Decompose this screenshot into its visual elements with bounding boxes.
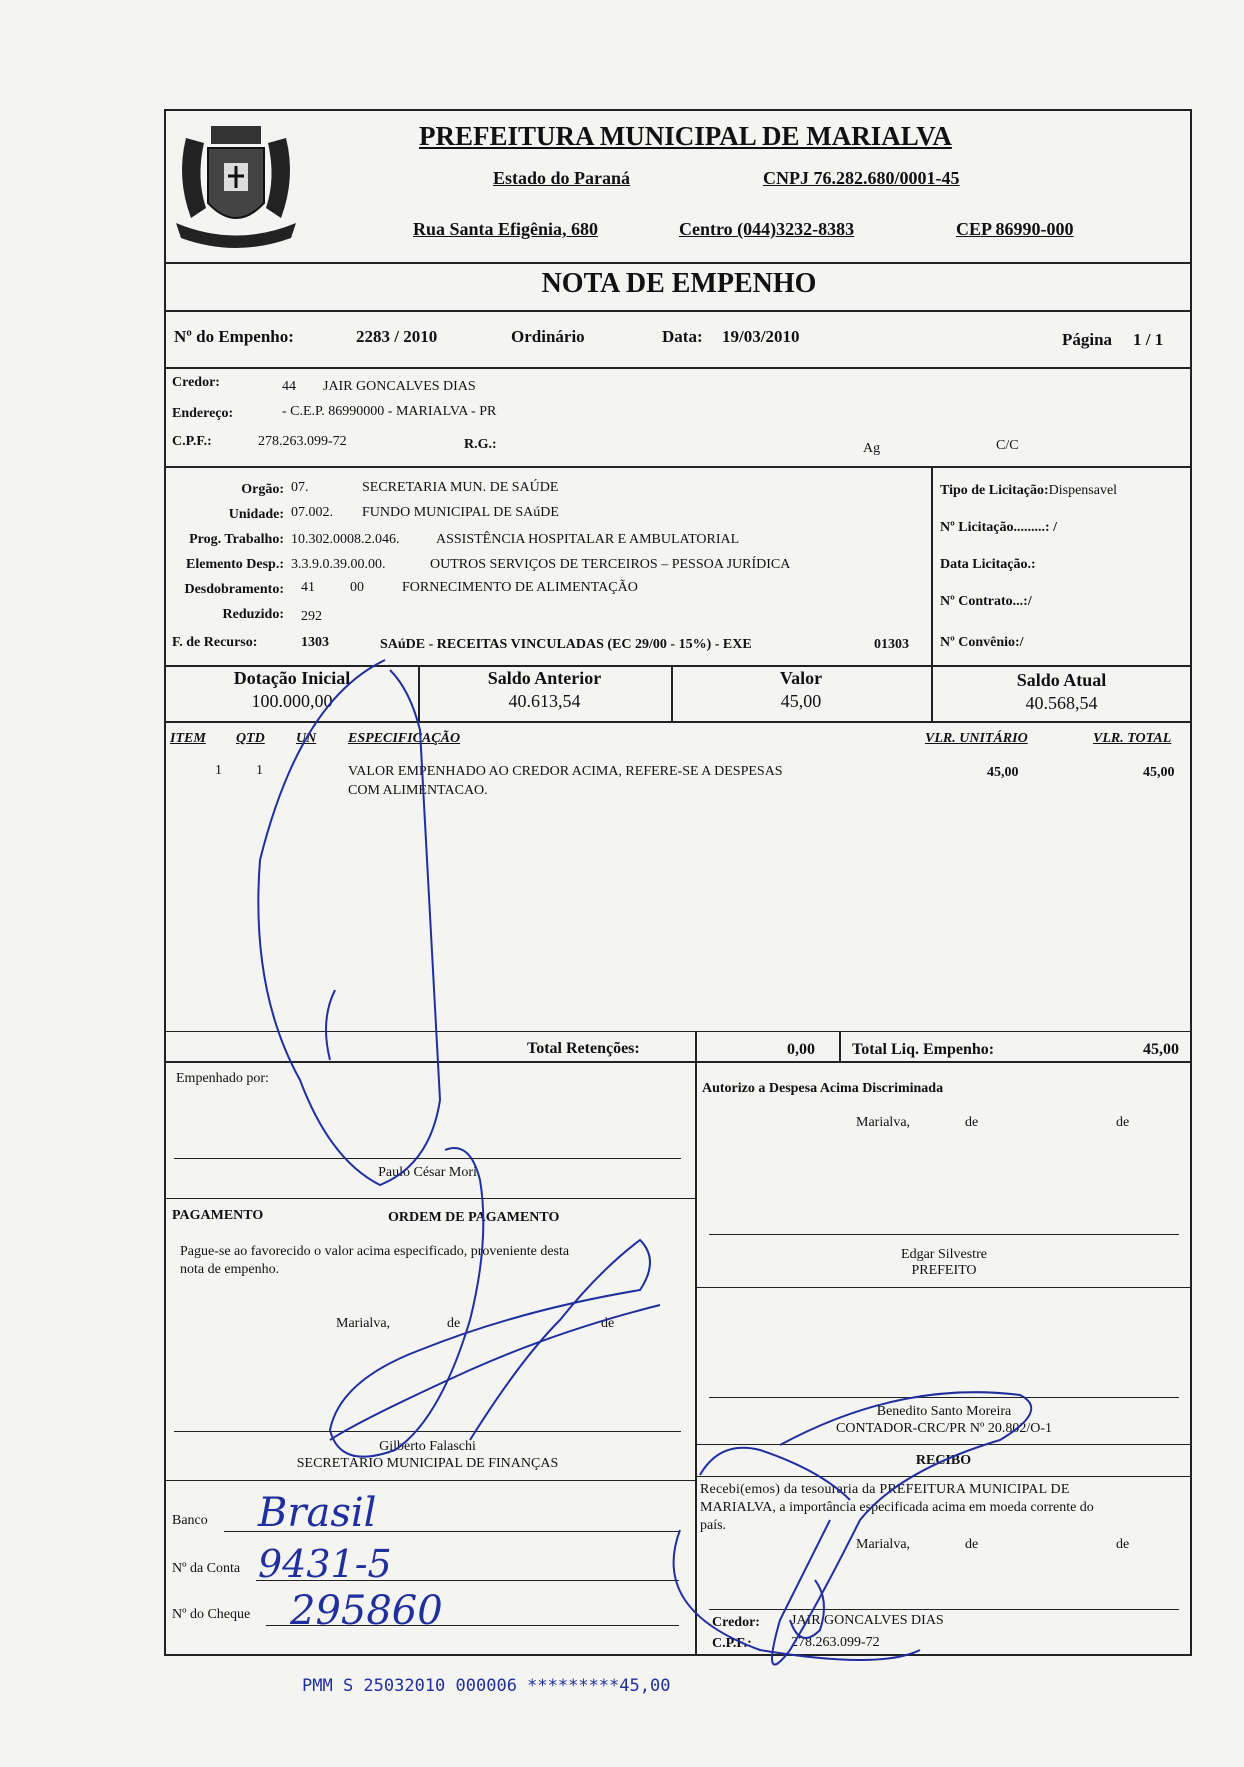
cc-label: C/C — [996, 438, 1019, 453]
recurso-code2: 01303 — [874, 637, 909, 652]
nota-empenho-form — [164, 109, 1192, 1656]
pagamento-local: Marialva, — [336, 1316, 391, 1331]
row-desc-line1: VALOR EMPENHADO AO CREDOR ACIMA, REFERE-SE A DESPESAS — [348, 764, 783, 779]
licitacao-numero: Nº Licitação.........: / — [940, 520, 1057, 535]
date-label: Data: — [662, 327, 703, 346]
liq-value: 45,00 — [1143, 1041, 1179, 1058]
reduzido: 292 — [301, 609, 322, 624]
desdobramento: FORNECIMENTO DE ALIMENTAÇÃO — [402, 580, 638, 595]
secretario-cargo: SECRETÁRIO MUNICIPAL DE FINANÇAS — [296, 1456, 559, 1471]
recibo-credor: JAIR GONCALVES DIAS — [791, 1613, 944, 1628]
credor-code: 44 — [282, 379, 296, 394]
valor-value: 45,00 — [780, 691, 822, 711]
col-vlr-unitario: VLR. UNITÁRIO — [925, 731, 1028, 746]
orgao-label: Orgão: — [241, 482, 284, 497]
saldo-atual-label: Saldo Atual — [1016, 670, 1107, 690]
valor-label: Valor — [779, 668, 823, 688]
recibo-texto-2: MARIALVA, a importância especificada acima em moeda corrente do — [700, 1500, 1094, 1515]
saldo-atual-value: 40.568,54 — [1025, 693, 1098, 713]
recibo-de1: de — [965, 1537, 979, 1552]
convenio: Nº Convênio:/ — [940, 635, 1024, 650]
row-unit: 45,00 — [987, 765, 1019, 780]
unidade-code: 07.002. — [291, 505, 333, 520]
recibo-texto-1: Recebi(emos) da tesouraria da PREFEITURA MUNICIPAL DE — [700, 1482, 1070, 1497]
page-label: Página — [1062, 330, 1113, 349]
desdobramento-label: Desdobramento: — [184, 582, 284, 597]
endereco: - C.E.P. 86990000 - MARIALVA - PR — [282, 404, 497, 419]
licitacao-data: Data Licitação.: — [940, 557, 1036, 572]
saldo-anterior-value: 40.613,54 — [508, 691, 581, 711]
contrato: Nº Contrato...:/ — [940, 594, 1032, 609]
prog-code: 10.302.0008.2.046. — [291, 532, 400, 547]
col-especificacao: ESPECIFICAÇÃO — [348, 731, 461, 746]
row-desc-line2: COM ALIMENTACAO. — [348, 783, 488, 798]
recibo-credor-label: Credor: — [712, 1615, 760, 1630]
desdobramento-sub: 00 — [350, 580, 364, 595]
prefeito-nome: Edgar Silvestre — [901, 1247, 987, 1262]
conta-label: Nº da Conta — [172, 1561, 241, 1576]
unidade-label: Unidade: — [228, 507, 284, 522]
orgao: SECRETARIA MUN. DE SAÚDE — [362, 480, 559, 495]
recibo-cpf: 278.263.099-72 — [791, 1635, 880, 1650]
contador-nome: Benedito Santo Moreira — [876, 1404, 1012, 1419]
elemento: OUTROS SERVIÇOS DE TERCEIROS – PESSOA JURÍDICA — [430, 557, 791, 572]
empenhado-label: Empenhado por: — [176, 1071, 269, 1086]
secretario-nome: Gilberto Falaschi — [379, 1439, 476, 1454]
cnpj: CNPJ 76.282.680/0001-45 — [763, 168, 960, 188]
row-total: 45,00 — [1143, 765, 1175, 780]
prog-label: Prog. Trabalho: — [189, 532, 284, 547]
doc-title: NOTA DE EMPENHO — [541, 268, 817, 299]
col-un: UN — [296, 731, 317, 746]
endereco-label: Endereço: — [172, 406, 234, 421]
col-qtd: QTD — [236, 731, 265, 746]
autorizo: Autorizo a Despesa Acima Discriminada — [702, 1081, 944, 1096]
contador-cargo: CONTADOR-CRC/PR Nº 20.802/O-1 — [836, 1421, 1052, 1436]
conta-handwritten: 9431-5 — [258, 1542, 392, 1586]
banco-label: Banco — [172, 1513, 208, 1528]
unidade: FUNDO MUNICIPAL DE SAúDE — [362, 505, 559, 520]
saldo-anterior-label: Saldo Anterior — [487, 668, 602, 688]
desdobramento-code: 41 — [301, 580, 315, 595]
ordem-pagamento: ORDEM DE PAGAMENTO — [388, 1210, 560, 1225]
prog: ASSISTÊNCIA HOSPITALAR E AMBULATORIAL — [436, 532, 740, 547]
pagamento-texto-1: Pague-se ao favorecido o valor acima especificado, proveniente desta — [180, 1244, 570, 1259]
ag-label: Ag — [863, 441, 881, 456]
orgao-code: 07. — [291, 480, 309, 495]
empenho-type: Ordinário — [511, 327, 585, 346]
recibo-cpf-label: C.P.F.: — [712, 1636, 752, 1651]
pagamento-texto-2: nota de empenho. — [180, 1262, 280, 1277]
date: 19/03/2010 — [722, 327, 800, 346]
empenhado-nome: Paulo César Mori — [378, 1165, 477, 1180]
reduzido-label: Reduzido: — [222, 607, 284, 622]
autorizo-de1: de — [965, 1115, 979, 1130]
row-qtd: 1 — [256, 763, 263, 778]
pagamento-de1: de — [447, 1316, 461, 1331]
licitacao-tipo: Tipo de Licitação:Dispensavel — [940, 483, 1118, 498]
district-phone: Centro (044)3232-8383 — [679, 219, 855, 239]
elemento-label: Elemento Desp.: — [186, 557, 284, 572]
recibo-local: Marialva, — [856, 1537, 911, 1552]
pagamento-de2: de — [601, 1316, 615, 1331]
credor-label: Credor: — [172, 375, 220, 390]
autorizo-de2: de — [1116, 1115, 1130, 1130]
prefeito-cargo: PREFEITO — [911, 1263, 977, 1278]
dotacao-value: 100.000,00 — [251, 691, 333, 711]
col-vlr-total: VLR. TOTAL — [1093, 731, 1172, 746]
elemento-code: 3.3.9.0.39.00.00. — [291, 557, 386, 572]
recurso-code: 1303 — [301, 635, 329, 650]
empenho-number-label: Nº do Empenho: — [174, 327, 294, 346]
retencoes-label: Total Retenções: — [527, 1040, 640, 1057]
footer-stamp: PMM S 25032010 000006 *********45,00 — [302, 1676, 671, 1696]
col-item: ITEM — [170, 731, 206, 746]
banco-handwritten: Brasil — [258, 1490, 377, 1536]
address: Rua Santa Efigênia, 680 — [413, 219, 599, 239]
recurso: SAúDE - RECEITAS VINCULADAS (EC 29/00 - 15%) - EXE — [380, 637, 752, 652]
dotacao-label: Dotação Inicial — [233, 668, 351, 688]
retencoes-value: 0,00 — [787, 1041, 815, 1058]
cpf: 278.263.099-72 — [258, 434, 347, 449]
autorizo-local: Marialva, — [856, 1115, 911, 1130]
prefeitura-title: PREFEITURA MUNICIPAL DE MARIALVA — [419, 121, 952, 151]
cheque-handwritten: 295860 — [290, 1588, 443, 1634]
recibo-texto-3: país. — [700, 1518, 727, 1533]
recibo-title: RECIBO — [915, 1453, 972, 1468]
recibo-de2: de — [1116, 1537, 1130, 1552]
recurso-label: F. de Recurso: — [172, 635, 258, 650]
cep: CEP 86990-000 — [956, 219, 1074, 239]
page-number: 1 / 1 — [1133, 330, 1164, 349]
cheque-label: Nº do Cheque — [172, 1607, 251, 1622]
row-item: 1 — [215, 763, 222, 778]
estado: Estado do Paraná — [493, 168, 631, 188]
pagamento-title: PAGAMENTO — [172, 1208, 264, 1223]
credor-name: JAIR GONCALVES DIAS — [323, 379, 476, 394]
rg-label: R.G.: — [464, 437, 497, 452]
empenho-number: 2283 / 2010 — [356, 327, 438, 346]
cpf-label: C.P.F.: — [172, 434, 212, 449]
liq-label: Total Liq. Empenho: — [852, 1041, 995, 1058]
